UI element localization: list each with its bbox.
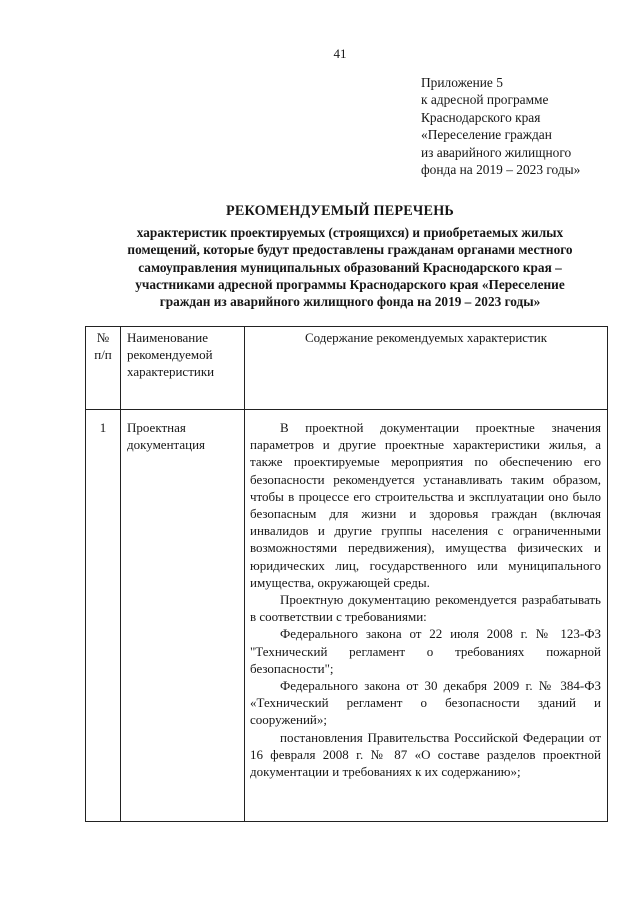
header-number-line: № [96,330,110,345]
header-number-line: п/п [94,347,112,363]
row-content [245,410,608,822]
appendix-line: к адресной программе [421,92,549,108]
subtitle-line: самоуправления муниципальных образований Краснодарского края – [138,259,562,275]
row-name-line: Проектная [127,420,186,435]
header-name-line: характеристики [127,364,215,380]
subtitle-line: участниками адресной программы Краснодарского края «Переселение [135,276,565,292]
appendix-line: Приложение 5 [421,75,503,90]
characteristics-table [85,326,608,822]
subtitle-line: характеристик проектируемых (строящихся) и приобретаемых жилых [136,225,564,240]
content-paragraph: Федерального закона от 30 декабря 2009 г. № 384-ФЗ «Технический регламент о безопасности зданий и сооружений»; [250,678,601,728]
content-paragraph: Федерального закона от 22 июля 2008 г. № 123-ФЗ "Технический регламент о требованиях пожарной безопасности"; [250,626,601,676]
document-title: РЕКОМЕНДУЕМЫЙ ПЕРЕЧЕНЬ [225,203,455,219]
subtitle-line: помещений, которые будут предоставлены гражданам органами местного [127,242,573,258]
document-subtitle [104,224,596,310]
appendix-line: из аварийного жилищного [421,144,572,160]
appendix-line: фонда на 2019 – 2023 годы» [421,162,581,178]
row-name-line: документация [127,437,206,453]
header-content: Содержание рекомендуемых характеристик [245,327,608,410]
header-name [121,327,245,410]
content-paragraph: В проектной документации проектные значения параметров и другие проектные характеристики жилья, а также проектируемые мероприятия по обеспечению его безопасности рекомендуется устанавливать таким образом, чтобы в процессе его строительства и эксплуатации оно было безопасным для жизни и здоровья граждан (включая инвалидов и другие группы населения с ограниченными возможностями передвижения), имущества физических и юридических лиц, государственного или муниципального имущества, окружающей среды. [250,420,601,590]
row-number: 1 [86,410,121,822]
appendix-line: Краснодарского края [421,109,541,125]
row-name [121,410,245,822]
content-paragraph: постановления Правительства Российской Федерации от 16 февраля 2008 г. № 87 «О составе разделов проектной документации и требованиях к их содержанию»; [250,729,601,780]
table-header-row [86,327,608,410]
header-number [86,327,121,410]
subtitle-line: граждан из аварийного жилищного фонда на 2019 – 2023 годы» [159,294,541,310]
content-paragraph: Проектную документацию рекомендуется разрабатывать в соответствии с требованиями: [250,592,601,625]
header-name-line: Наименование [127,330,208,345]
appendix-line: «Переселение граждан [421,127,552,143]
table-row [86,410,608,822]
header-name-line: рекомендуемой [127,347,213,363]
appendix-note [421,74,580,178]
page-number: 41 [333,46,347,61]
